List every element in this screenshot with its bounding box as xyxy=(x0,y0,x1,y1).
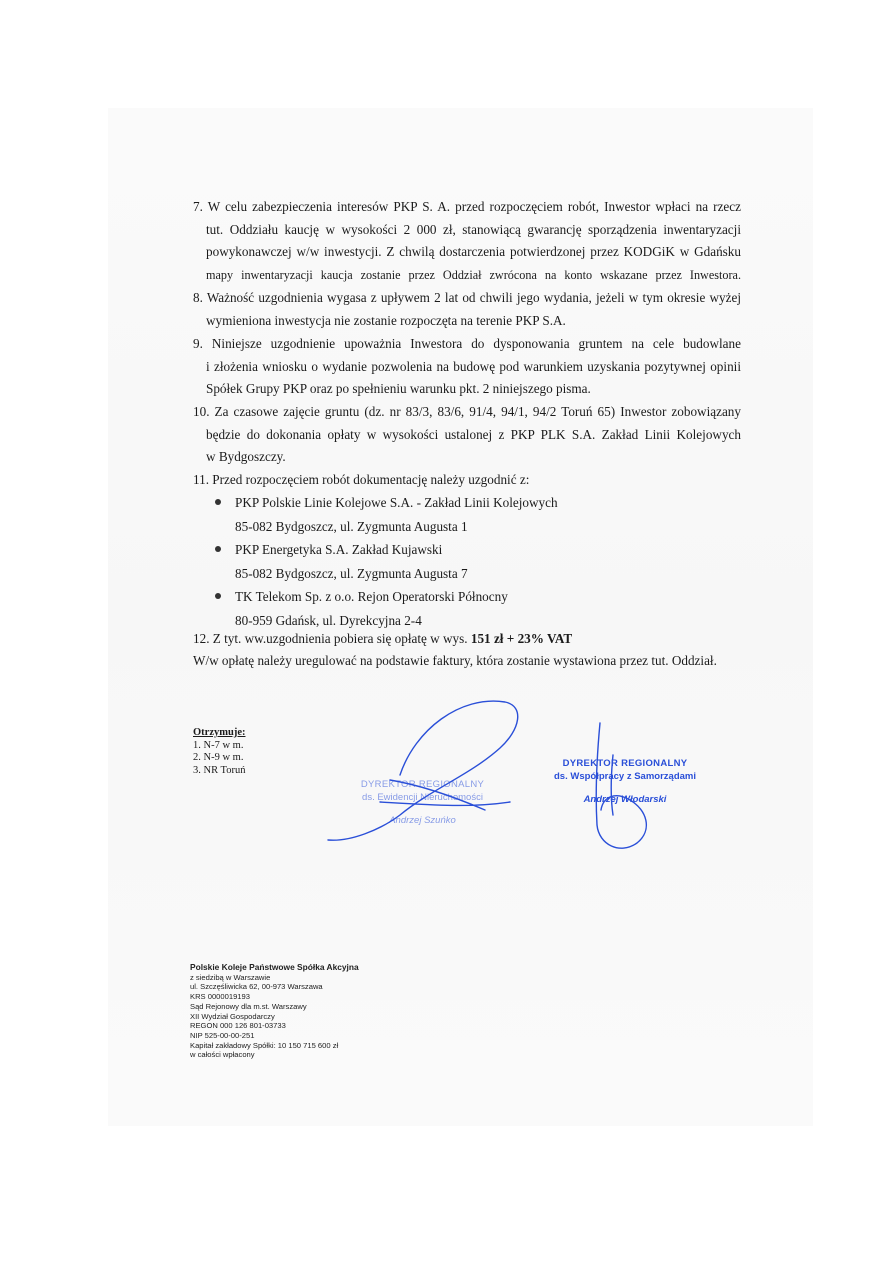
footer-line: REGON 000 126 801-03733 xyxy=(190,1021,286,1031)
footer-line: ul. Szczęśliwicka 62, 00-973 Warszawa xyxy=(190,982,323,992)
item-7-line-2: tut. Oddziału kaucję w wysokości 2 000 zł, stanowiącą gwarancję sporządzenia inwentaryzacji xyxy=(206,221,741,237)
contact-address: 80-959 Gdańsk, ul. Dyrekcyjna 2-4 xyxy=(235,612,422,628)
contact-item xyxy=(215,585,558,609)
footer-line: w całości wpłacony xyxy=(190,1050,255,1060)
footer-line: NIP 525-00-00-251 xyxy=(190,1030,255,1040)
item-8-line-2: wymieniona inwestycja nie zostanie rozpoczęta na terenie PKP S.A. xyxy=(206,312,566,328)
fee-amount: 151 zł + 23% VAT xyxy=(470,631,573,646)
footer-line: XII Wydział Gospodarczy xyxy=(190,1011,275,1021)
footer-line: Kapitał zakładowy Spółki: 10 150 715 600 zł xyxy=(190,1040,339,1050)
item-11-intro xyxy=(193,469,741,492)
item-12 xyxy=(193,628,717,672)
item-9-line-3: Spółek Grupy PKP oraz po spełnieniu warunku pkt. 2 niniejszego pisma. xyxy=(206,381,591,396)
item-10-line-2: będzie do dokonania opłaty w wysokości ustalonej z PKP PLK S.A. Zakład Linii Kolejowych xyxy=(206,426,741,442)
stamp-right xyxy=(540,757,710,806)
footer-line: Sąd Rejonowy dla m.st. Warszawy xyxy=(190,1001,307,1011)
stamp-right-subtitle: ds. Współpracy z Samorządami xyxy=(553,771,696,782)
stamp-right-name: Andrzej Włodarski xyxy=(583,794,667,805)
stamp-left-subtitle: ds. Ewidencji Nieruchomości xyxy=(362,792,483,803)
contact-list xyxy=(215,491,558,632)
payment-note: W/w opłatę należy uregulować na podstawie faktury, która zostanie wystawiona przez tut. Oddział. xyxy=(193,653,717,668)
contact-name: PKP Polskie Linie Kolejowe S.A. - Zakład Linii Kolejowych xyxy=(235,495,558,510)
item-8 xyxy=(193,287,741,332)
stamp-left-name: Andrzej Szuńko xyxy=(389,815,456,826)
recipient-item: 2. N-9 w m. xyxy=(193,752,244,763)
item-8-line-1: 8. Ważność uzgodnienia wygasa z upływem 2 lat od chwili jego wydania, jeżeli w tym okresie wyżej xyxy=(193,290,741,305)
contact-name: TK Telekom Sp. z o.o. Rejon Operatorski Północny xyxy=(235,589,508,604)
recipients-block xyxy=(193,727,245,777)
item-7-line-1: 7. W celu zabezpieczenia interesów PKP S. A. przed rozpoczęciem robót, Inwestor wpłaci na rzecz xyxy=(193,199,741,214)
item-9-line-1: 9. Niniejsze uzgodnienie upoważnia Inwestora do dysponowania gruntem na cele budowlane xyxy=(193,336,741,351)
recipients-title: Otrzymuje: xyxy=(193,727,246,738)
bullet-icon xyxy=(215,593,221,599)
stamp-left-title: DYREKTOR REGIONALNY xyxy=(360,779,485,790)
contact-item xyxy=(215,538,558,562)
footer-company: Polskie Koleje Państwowe Spółka Akcyjna xyxy=(190,962,359,972)
item-7-line-4: mapy inwentaryzacji kaucja zostanie przez Oddział zwrócona na konto wskazane przez Inwestora. xyxy=(206,267,741,282)
item-10-line-3: w Bydgoszczy. xyxy=(206,449,286,464)
contact-address: 85-082 Bydgoszcz, ul. Zygmunta Augusta 7 xyxy=(235,565,468,581)
item-10-line-1: 10. Za czasowe zajęcie gruntu (dz. nr 83/3, 83/6, 91/4, 94/1, 94/2 Toruń 65) Inwestor zobowiązany xyxy=(193,404,741,419)
item-7 xyxy=(193,196,741,286)
contact-item xyxy=(215,491,558,515)
contact-address: 85-082 Bydgoszcz, ul. Zygmunta Augusta 1 xyxy=(235,518,468,534)
stamp-right-title: DYREKTOR REGIONALNY xyxy=(562,758,688,769)
stamp-left xyxy=(325,778,520,827)
bullet-icon xyxy=(215,499,221,505)
fee-text: 12. Z tyt. ww.uzgodnienia pobiera się opłatę w wys. xyxy=(193,631,471,646)
item-10 xyxy=(193,401,741,469)
bullet-icon xyxy=(215,546,221,552)
footer-line: KRS 0000019193 xyxy=(190,992,250,1002)
company-footer xyxy=(190,963,359,1060)
item-11-intro-text: 11. Przed rozpoczęciem robót dokumentację należy uzgodnić z: xyxy=(193,472,530,487)
footer-line: z siedzibą w Warszawie xyxy=(190,972,271,982)
recipient-item: 3. NR Toruń xyxy=(193,764,246,776)
item-9-line-2: i złożenia wniosku o wydanie pozwolenia na budowę pod warunkiem uzyskania pozytywnej opinii xyxy=(206,358,741,374)
item-9 xyxy=(193,333,741,401)
contact-name: PKP Energetyka S.A. Zakład Kujawski xyxy=(235,542,443,557)
item-7-line-3: powykonawczej w/w inwestycji. Z chwilą dostarczenia potwierdzonej przez KODGiK w Gdańsku xyxy=(206,244,741,259)
recipient-item: 1. N-7 w m. xyxy=(193,739,244,751)
